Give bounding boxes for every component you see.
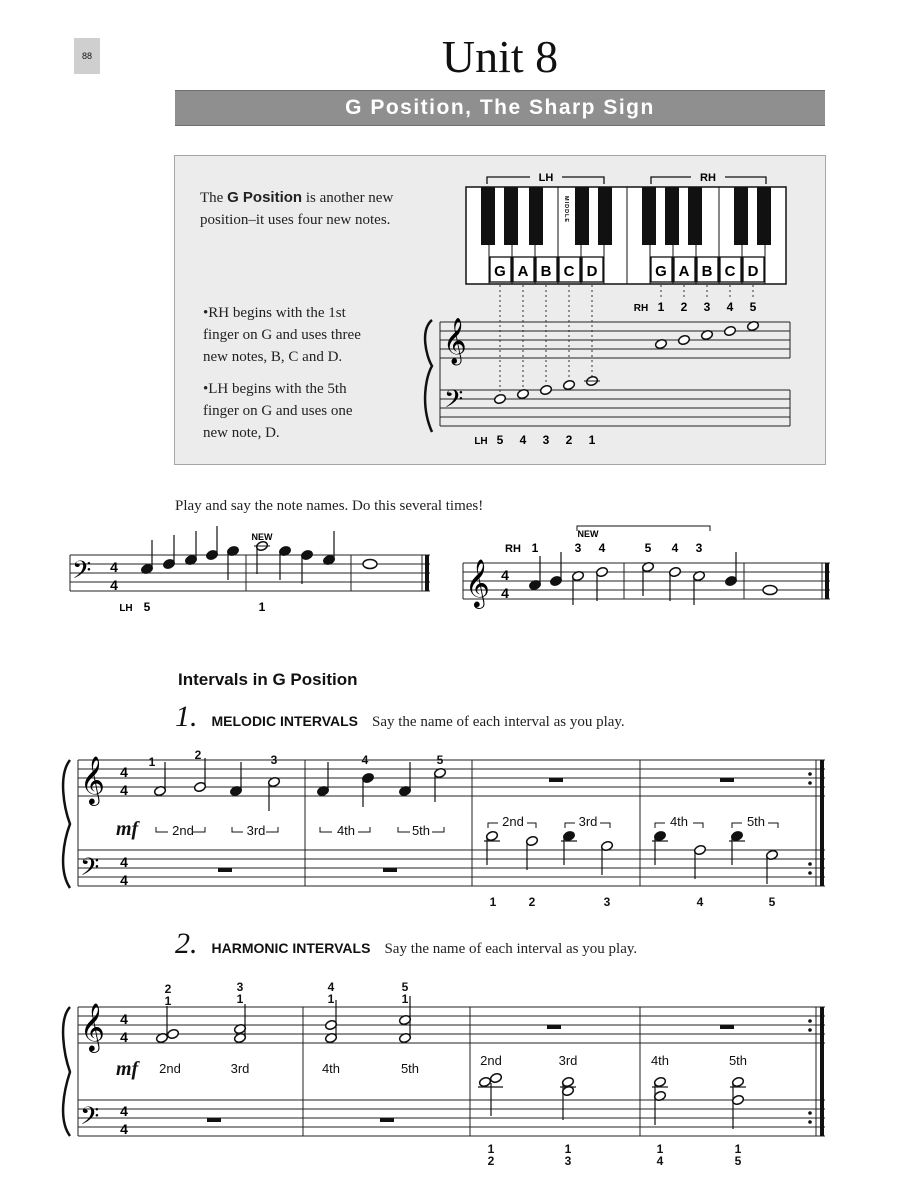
rh-line: finger on G and uses three [203,327,361,343]
exercise1-grand-staff [63,756,825,888]
finger-number: 3 [695,541,703,555]
lh-line: new note, D. [203,425,280,441]
key-label: B [701,263,713,280]
bass-clef-icon: 𝄢 [444,386,464,419]
finger-number: 5 [768,895,776,909]
key-label: A [517,263,529,280]
finger-number: 4 [656,1154,664,1168]
interval-label: 2nd [502,814,524,829]
page-number: 88 [74,38,100,74]
finger-number: 5 [644,541,652,555]
interval-label: 2nd [172,823,194,838]
finger-number: 4 [361,753,369,767]
finger-number: 5 [734,1154,742,1168]
treble-clef-icon: 𝄞 [465,559,490,606]
finger-number: 1 [588,433,596,447]
finger-stack [650,1143,670,1167]
time-sig-bottom: 4 [110,577,118,593]
finger-number: 1 [531,541,539,555]
intro-keyword: G Position [227,189,303,206]
time-sig-bottom: 4 [501,585,509,601]
key-label: D [586,263,598,280]
finger-number: 1 [657,300,665,314]
interval-label: 4th [336,823,356,838]
finger-number: 1 [656,1142,664,1156]
finger-number: 2 [194,748,202,762]
finger-number: 3 [574,541,582,555]
finger-number: 5 [496,433,504,447]
time-sig-bottom: 4 [120,872,128,888]
lh-line: finger on G and uses one [203,403,353,419]
exercise-title: MELODIC INTERVALS [211,713,358,729]
exercise-number: 1. [175,700,198,733]
dynamic-marking: mf [116,818,139,840]
lh-finger-label: LH [119,603,133,614]
unit-title: Unit 8 [441,31,559,82]
practice-instructions: Play and say the note names. Do this several times! [175,498,484,514]
treble-clef-icon: 𝄞 [80,1003,105,1050]
bass-clef-icon: 𝄢 [72,557,92,590]
finger-number: 2 [487,1154,495,1168]
key-label: C [563,263,575,280]
finger-number: 1 [487,1142,495,1156]
interval-label: 4th [321,1061,341,1076]
key-label: C [724,263,736,280]
finger-number: 4 [696,895,704,909]
time-sig-top: 4 [110,559,118,575]
dynamic-marking: mf [116,1058,139,1080]
interval-label: 3rd [558,1053,578,1068]
finger-stack [728,1143,748,1167]
treble-clef-icon: 𝄞 [443,319,467,363]
exercise1-header [175,700,625,734]
interval-label: 4th [669,814,689,829]
interval-label: 4th [650,1053,670,1068]
finger-number: 5 [749,300,757,314]
key-label: B [540,263,552,280]
finger-number: 3 [603,895,611,909]
interval-label: 5th [400,1061,420,1076]
exercise2-header [175,927,637,961]
middle-c-label: MIDDLE [563,196,569,224]
new-note-label: NEW [251,532,273,542]
interval-label: 5th [411,823,431,838]
hand-brackets [487,177,766,184]
exercise-description: Say the name of each interval as you play. [372,714,625,730]
finger-stack [321,981,341,1005]
key-label: D [747,263,759,280]
info-grand-staff [425,300,790,447]
key-label: A [678,263,690,280]
key-label: G [494,263,506,280]
interval-label: 3rd [578,814,598,829]
bass-clef-icon: 𝄢 [80,854,100,887]
finger-stack [230,981,250,1005]
section-heading: Intervals in G Position [178,670,358,689]
rh-finger-label: RH [505,543,521,555]
interval-label: 5th [728,1053,748,1068]
interval-label: 2nd [159,1061,181,1076]
time-sig-top: 4 [120,1011,128,1027]
interval-label: 3rd [246,823,266,838]
lh-finger-label: LH [474,436,488,447]
banner-title: G Position, The Sharp Sign [345,96,655,119]
finger-number: 5 [436,753,444,767]
time-sig-top: 4 [501,567,509,583]
lh-bracket-label: LH [538,172,554,184]
exercise-description: Say the name of each interval as you play. [384,941,638,957]
finger-stack [481,1143,501,1167]
time-sig-bottom: 4 [120,782,128,798]
finger-number: 2 [164,982,172,996]
finger-number: 4 [327,980,335,994]
bass-clef-icon: 𝄢 [80,1103,100,1136]
finger-stack [558,1143,578,1167]
finger-number: 4 [726,300,734,314]
finger-number: 1 [489,895,497,909]
finger-number: 1 [564,1142,572,1156]
finger-number: 5 [401,980,409,994]
finger-number: 3 [542,433,550,447]
rh-line: new notes, B, C and D. [203,349,343,365]
finger-number: 2 [680,300,688,314]
rh-finger-label: RH [633,303,649,314]
treble-clef-icon: 𝄞 [80,756,105,803]
finger-number: 2 [565,433,573,447]
new-note-label: NEW [577,529,599,539]
finger-number: 3 [703,300,711,314]
finger-number: 1 [327,992,335,1006]
time-sig-top: 4 [120,1103,128,1119]
key-label: G [655,263,667,280]
piano-keyboard [466,187,786,284]
finger-number: 1 [401,992,409,1006]
finger-number: 2 [528,895,536,909]
interval-label: 2nd [480,1053,502,1068]
warmup-treble-staff [463,526,830,609]
finger-number: 4 [671,541,679,555]
finger-number: 4 [519,433,527,447]
intro-part: The [200,190,228,206]
exercise-title: HARMONIC INTERVALS [211,940,371,956]
finger-stack [395,981,415,1005]
lh-line: •LH begins with the 5th [203,381,347,397]
time-sig-top: 4 [120,854,128,870]
time-sig-bottom: 4 [120,1029,128,1045]
finger-number: 4 [598,541,606,555]
finger-number: 1 [164,994,172,1008]
finger-number: 1 [148,755,156,769]
finger-number: 1 [236,992,244,1006]
finger-number: 1 [258,600,266,614]
finger-number: 5 [143,600,151,614]
finger-number: 3 [564,1154,572,1168]
finger-number: 1 [734,1142,742,1156]
intro-part: is another new position–it uses four new notes. [200,190,394,228]
finger-number: 3 [236,980,244,994]
time-sig-top: 4 [120,764,128,780]
warmup-bass-staff [70,526,430,614]
finger-stack [158,983,178,1007]
interval-label: 5th [746,814,766,829]
rh-bracket-label: RH [700,172,716,184]
time-sig-bottom: 4 [120,1121,128,1137]
interval-label: 3rd [230,1061,250,1076]
exercise-number: 2. [175,927,198,960]
rh-line: •RH begins with the 1st [203,305,346,321]
finger-number: 3 [270,753,278,767]
